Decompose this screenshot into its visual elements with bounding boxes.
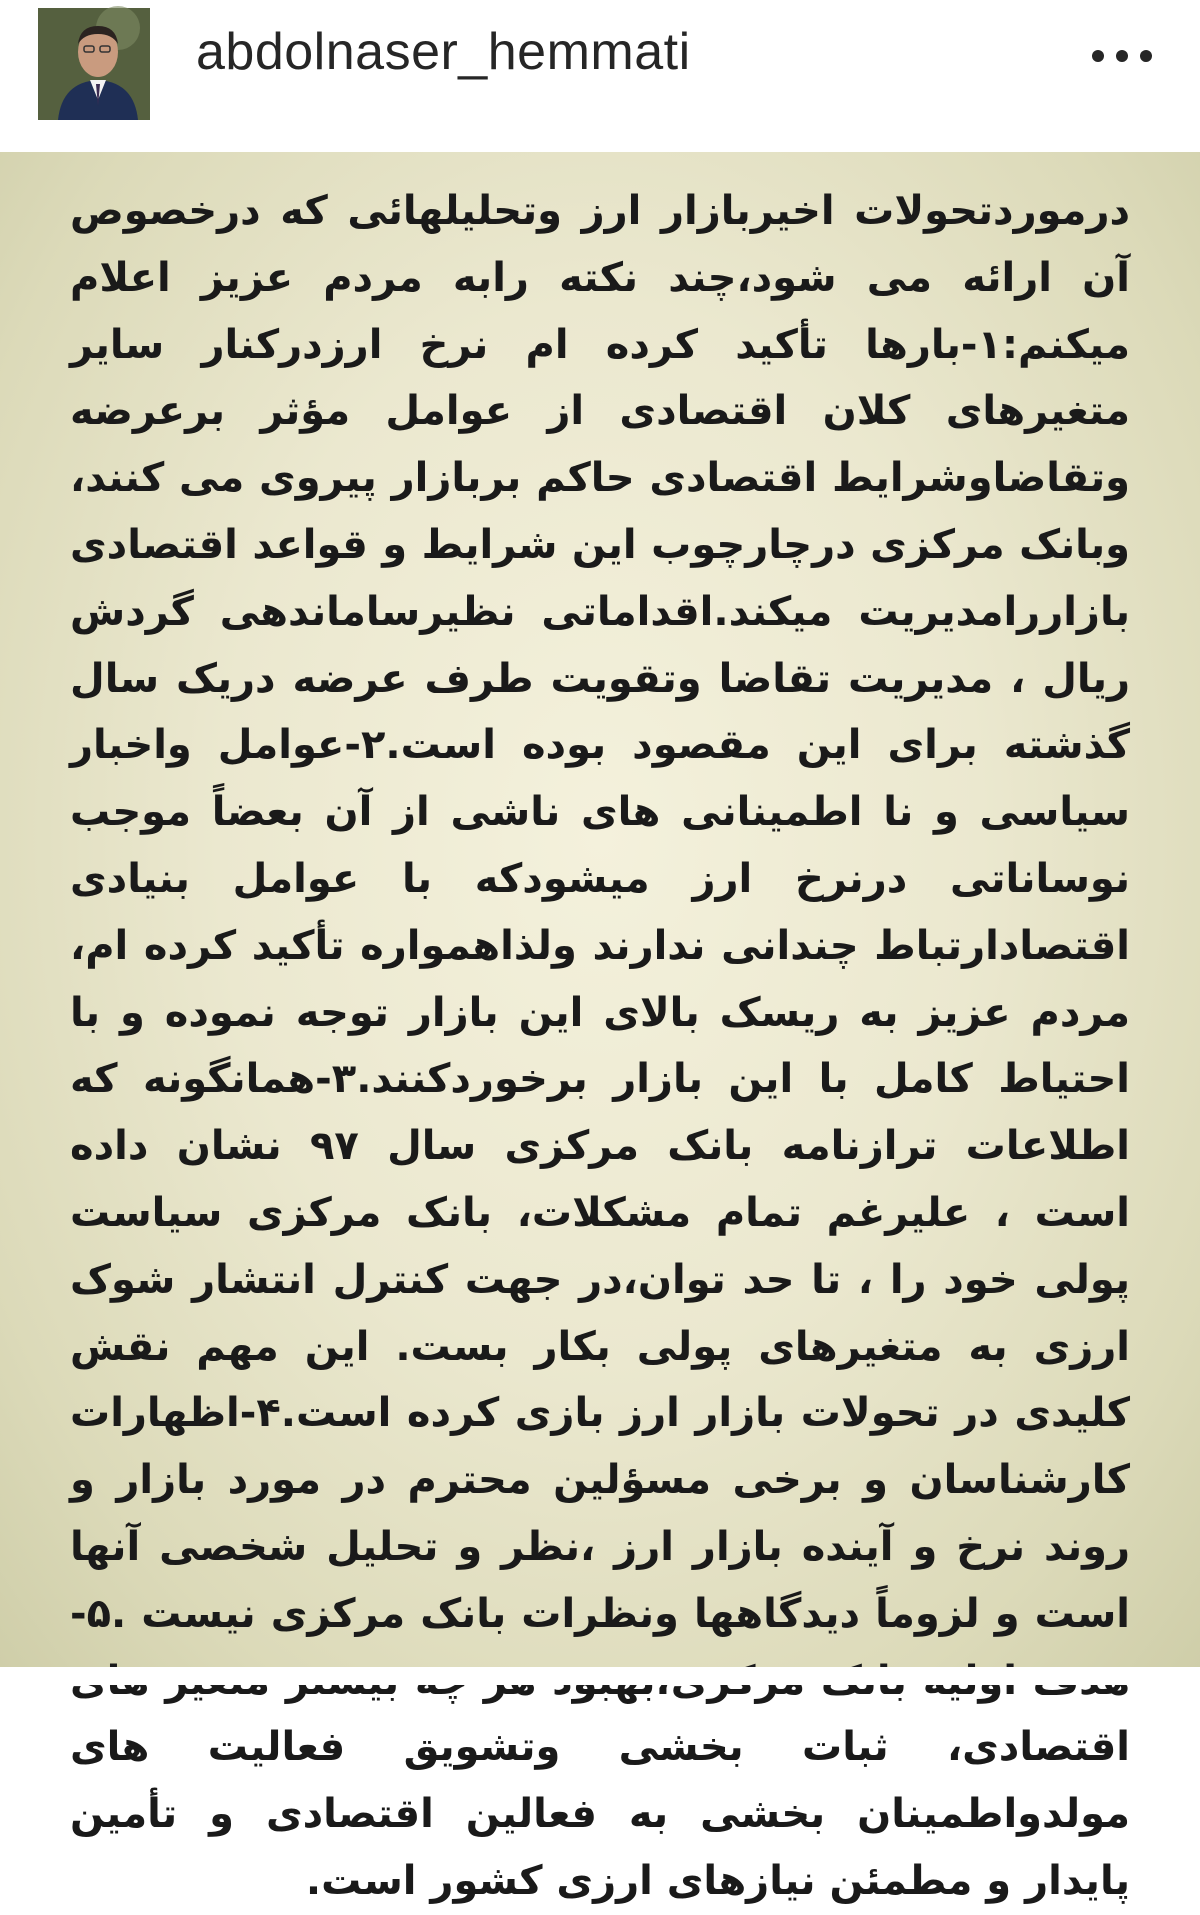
person-icon — [38, 8, 150, 120]
post-text: درموردتحولات اخیربازار ارز وتحلیلهائی که درخصوص آن ارائه می شود،چند نکته رابه مردم عزیز اعلام میکنم:۱-بارها تأکید کرده ام نرخ ارزدرکنار سایر متغیرهای کلان اقتصادی از عوامل مؤثر برعرضه وتقاضاوشرایط اقتصادی حاکم بربازار پیروی می کنند، وبانک مرکزی درچارچوب این شرایط و قواعد اقتصادی بازاررامدیریت میکند.اقداماتی نظیرساماندهی گردش ریال ، مدیریت تقاضا وتقویت طرف عرضه دریک سال گذشته برای این مقصود بوده است.۲-عوامل واخبار سیاسی و نا اطمینانی های ناشی از آن بعضاً موجب نوساناتی درنرخ ارز میشودکه با عوامل بنیادی اقتصادارتباط چندانی ندارند ولذاهمواره تأکید کرده ام، مردم عزیز به ریسک بالای این بازار توجه نموده و با احتیاط کامل با این بازار برخوردکنند.۳-همانگونه که اطلاعات ترازنامه بانک مرکزی سال ۹۷ نشان داده است ، علیرغم تمام مشکلات، بانک مرکزی سیاست پولی خود را ، تا حد توان،در جهت کنترل انتشار شوک ارزی به متغیرهای پولی بکار بست. این مهم نقش کلیدی در تحولات بازار ارز بازی کرده است.۴-اظهارات کارشناسان و برخی مسؤلین محترم در مورد بازار و روند نرخ و آینده بازار ارز ،نظر و تحلیل شخصی آنها است و لزوماً دیدگاهها ونظرات بانک مرکزی نیست .۵- اقتصادی، ثبات بخشی وتشویق فعالیت های مولدواطمینان بخشی به فعالین اقتصادی و تأمین پایدار و مطمئن نیازهای ارزی کشور است. — [70, 188, 1130, 1904]
post-image[interactable] — [0, 152, 1200, 1904]
more-horizontal-icon[interactable] — [1092, 44, 1152, 68]
more-dot — [1140, 50, 1152, 62]
more-dot — [1092, 50, 1104, 62]
more-dot — [1116, 50, 1128, 62]
post-header — [0, 0, 1200, 152]
profile-avatar[interactable] — [38, 8, 150, 120]
post-footer — [0, 1667, 1200, 1685]
username[interactable]: abdolnaser_hemmati — [196, 23, 691, 81]
